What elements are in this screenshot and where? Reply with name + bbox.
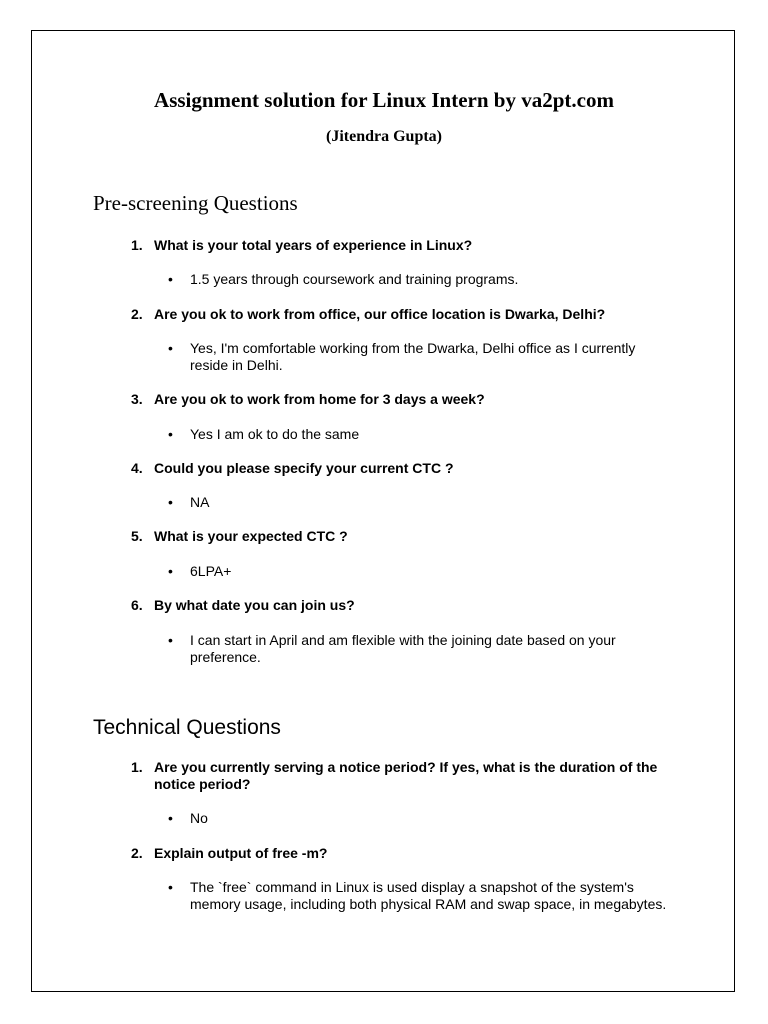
question-text: What is your total years of experience in Linux? [154,237,473,253]
document-author: (Jitendra Gupta) [326,128,442,145]
answer-text: Yes I am ok to do the same [190,426,360,442]
answer-item [168,632,668,665]
question-number: 2. [131,845,143,861]
answer-item [168,879,668,912]
section-heading-technical: Technical Questions [93,716,281,739]
answer-item [168,563,668,580]
question-item [131,597,671,614]
bullet-icon: • [168,271,173,287]
question-item [131,759,671,792]
answer-text: I can start in April and am flexible with the joining date based on your preference. [190,632,616,665]
question-text: By what date you can join us? [154,597,355,613]
question-number: 1. [131,759,143,775]
answer-text: The `free` command in Linux is used display a snapshot of the system's memory usage, including both physical RAM and swap space, in megabytes. [190,879,667,912]
section-heading-pre-screening: Pre-screening Questions [93,191,298,215]
answer-text: No [190,810,208,826]
answer-item [168,271,668,288]
question-text: What is your expected CTC ? [154,528,348,544]
question-item [131,460,671,477]
question-text: Could you please specify your current CTC ? [154,460,454,476]
question-text: Are you ok to work from home for 3 days a week? [154,391,485,407]
bullet-icon: • [168,632,173,648]
bullet-icon: • [168,426,173,442]
question-item [131,306,671,323]
answer-text: NA [190,494,210,510]
answer-item [168,810,668,827]
question-number: 1. [131,237,143,253]
bullet-icon: • [168,879,173,895]
document-title: Assignment solution for Linux Intern by va2pt.com [154,88,614,112]
bullet-icon: • [168,563,173,579]
bullet-icon: • [168,340,173,356]
answer-item [168,340,668,373]
question-item [131,391,671,408]
question-text: Are you ok to work from office, our office location is Dwarka, Delhi? [154,306,606,322]
question-item [131,845,671,862]
question-item [131,528,671,545]
bullet-icon: • [168,810,173,826]
question-number: 4. [131,460,143,476]
question-number: 5. [131,528,143,544]
question-text: Are you currently serving a notice period? If yes, what is the duration of the notice period? [154,759,658,792]
answer-item [168,494,668,511]
answer-text: 6LPA+ [190,563,232,579]
answer-text: 1.5 years through coursework and training programs. [190,271,519,287]
question-number: 6. [131,597,143,613]
question-number: 3. [131,391,143,407]
answer-text: Yes, I'm comfortable working from the Dwarka, Delhi office as I currently reside in Delhi. [190,340,636,373]
question-number: 2. [131,306,143,322]
question-text: Explain output of free -m? [154,845,328,861]
answer-item [168,426,668,443]
question-item [131,237,671,254]
bullet-icon: • [168,494,173,510]
